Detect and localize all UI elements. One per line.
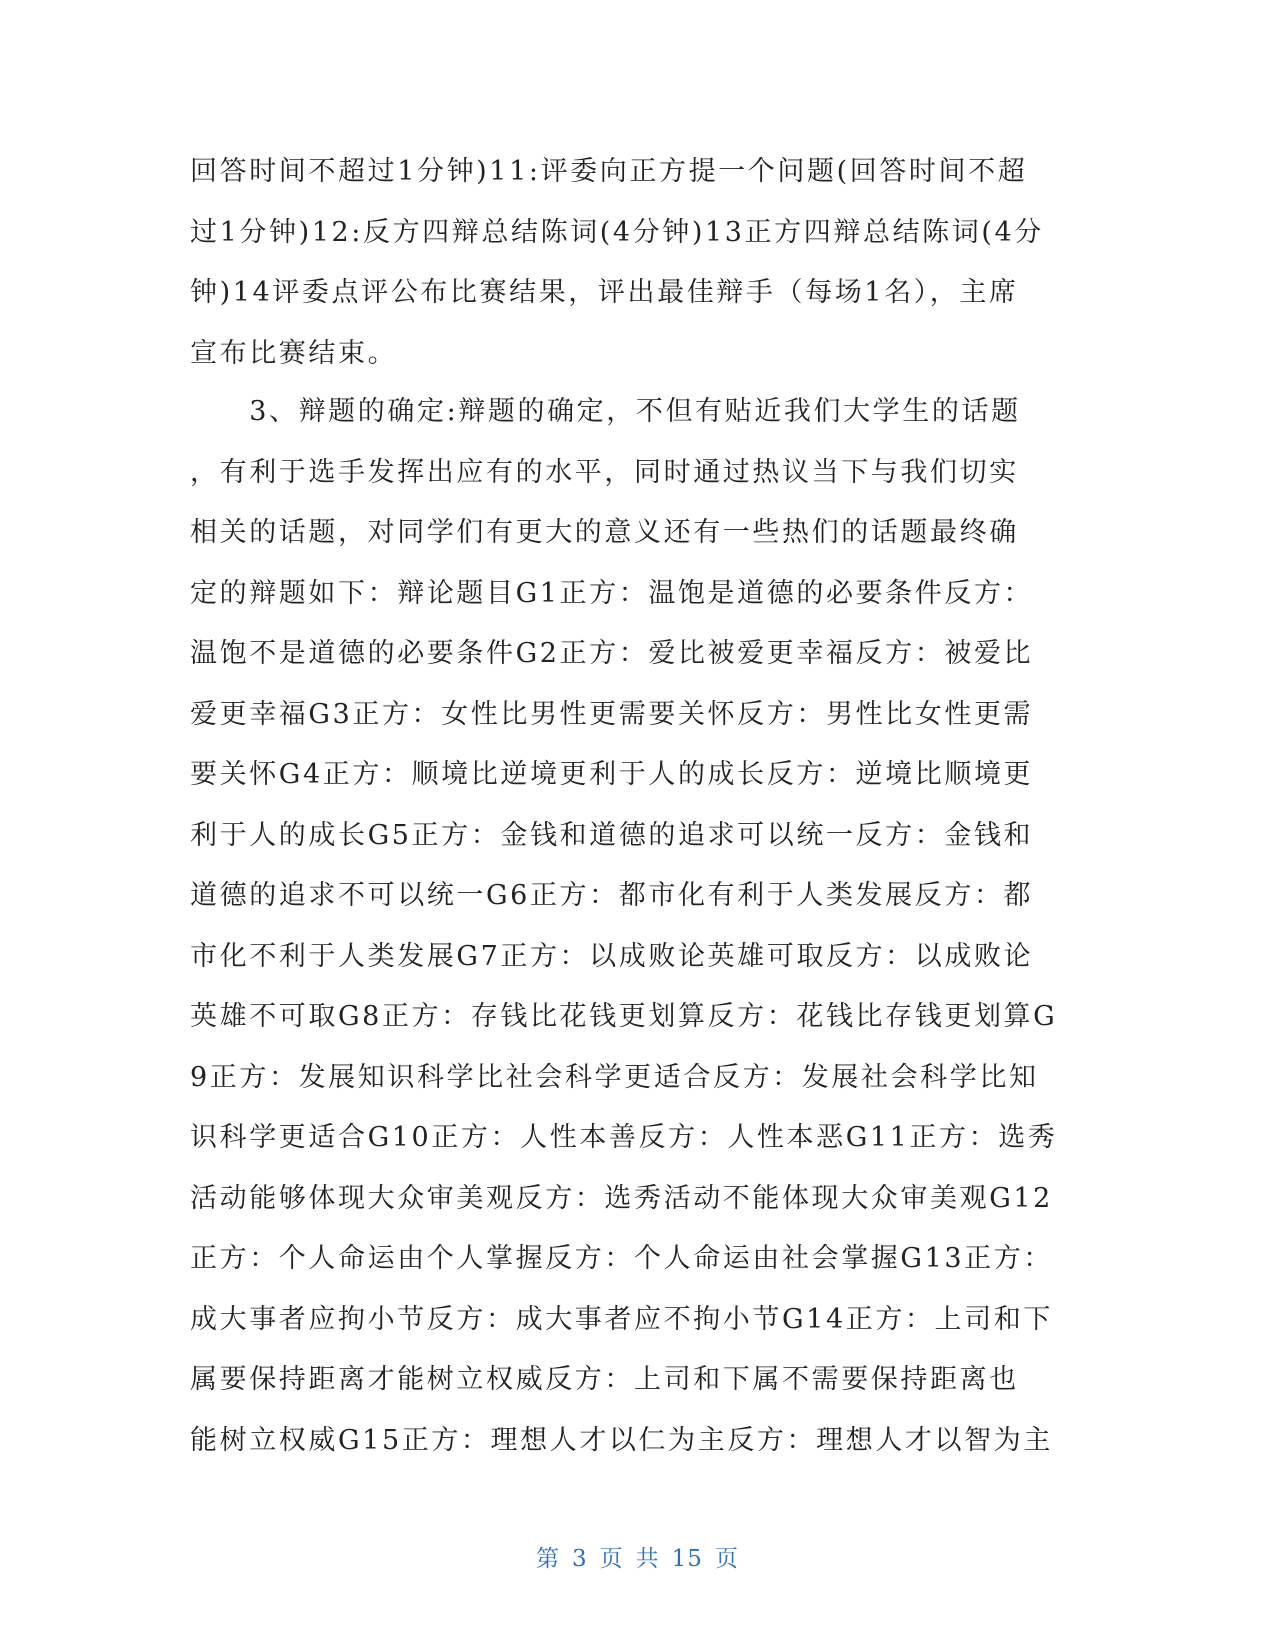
footer-total-pages: 15: [671, 1546, 703, 1572]
text-line: 要关怀G4正方：顺境比逆境更利于人的成长反方：逆境比顺境更: [190, 759, 1034, 790]
text-line: 活动能够体现大众审美观反方：选秀活动不能体现大众审美观G12: [190, 1182, 1053, 1214]
text-line: 正方：个人命运由个人掌握反方：个人命运由社会掌握G13正方：: [190, 1243, 1053, 1274]
footer-total-word: 共: [635, 1546, 660, 1572]
text-line: 英雄不可取G8正方：存钱比花钱更划算反方：花钱比存钱更划算G: [190, 1001, 1058, 1032]
paragraph-continuation: [190, 142, 1080, 384]
text-line: 过1分钟)12:反方四辩总结陈词(4分钟)13正方四辩总结陈词(4分: [190, 216, 1044, 248]
text-line: 钟)14评委点评公布比赛结果，评出最佳辩手（每场1名），主席: [190, 277, 1019, 308]
text-line: 能树立权威G15正方：理想人才以仁为主反方：理想人才以智为主: [190, 1424, 1053, 1456]
text-line: 道德的追求不可以统一G6正方：都市化有利于人类发展反方：都: [190, 880, 1034, 911]
footer-suffix: 页: [714, 1546, 739, 1572]
text-line: 属要保持距离才能树立权威反方：上司和下属不需要保持距离也: [190, 1364, 1019, 1395]
text-line: 市化不利于人类发展G7正方：以成败论英雄可取反方：以成败论: [190, 940, 1034, 972]
text-line: 回答时间不超过1分钟)11:评委向正方提一个问题(回答时间不超: [190, 156, 1028, 187]
footer-page-word: 页: [599, 1546, 624, 1572]
text-line: 9正方：发展知识科学比社会科学更适合反方：发展社会科学比知: [190, 1061, 1039, 1093]
page-footer: [0, 1540, 1275, 1573]
paragraph-debate-topics: [190, 382, 1080, 1471]
text-line: 相关的话题，对同学们有更大的意义还有一些热们的话题最终确: [190, 517, 1019, 548]
text-line: 宣布比赛结束。: [190, 337, 398, 369]
text-line: 利于人的成长G5正方：金钱和道德的追求可以统一反方：金钱和: [190, 819, 1034, 851]
text-line: 爱更幸福G3正方：女性比男性更需要关怀反方：男性比女性更需: [190, 698, 1034, 730]
text-line: 识科学更适合G10正方：人性本善反方：人性本恶G11正方：选秀: [190, 1122, 1058, 1153]
text-line: 成大事者应拘小节反方：成大事者应不拘小节G14正方：上司和下: [190, 1303, 1053, 1335]
text-line: ，有利于选手发挥出应有的水平，同时通过热议当下与我们切实: [190, 456, 1019, 488]
footer-current-page: 3: [572, 1546, 588, 1572]
text-line: 温饱不是道德的必要条件G2正方：爱比被爱更幸福反方：被爱比: [190, 638, 1034, 669]
text-line: 定的辩题如下：辩论题目G1正方：温饱是道德的必要条件反方：: [190, 577, 1034, 609]
footer-prefix: 第: [536, 1546, 561, 1572]
text-line: 3、辩题的确定:辩题的确定，不但有贴近我们大学生的话题: [190, 396, 1021, 427]
